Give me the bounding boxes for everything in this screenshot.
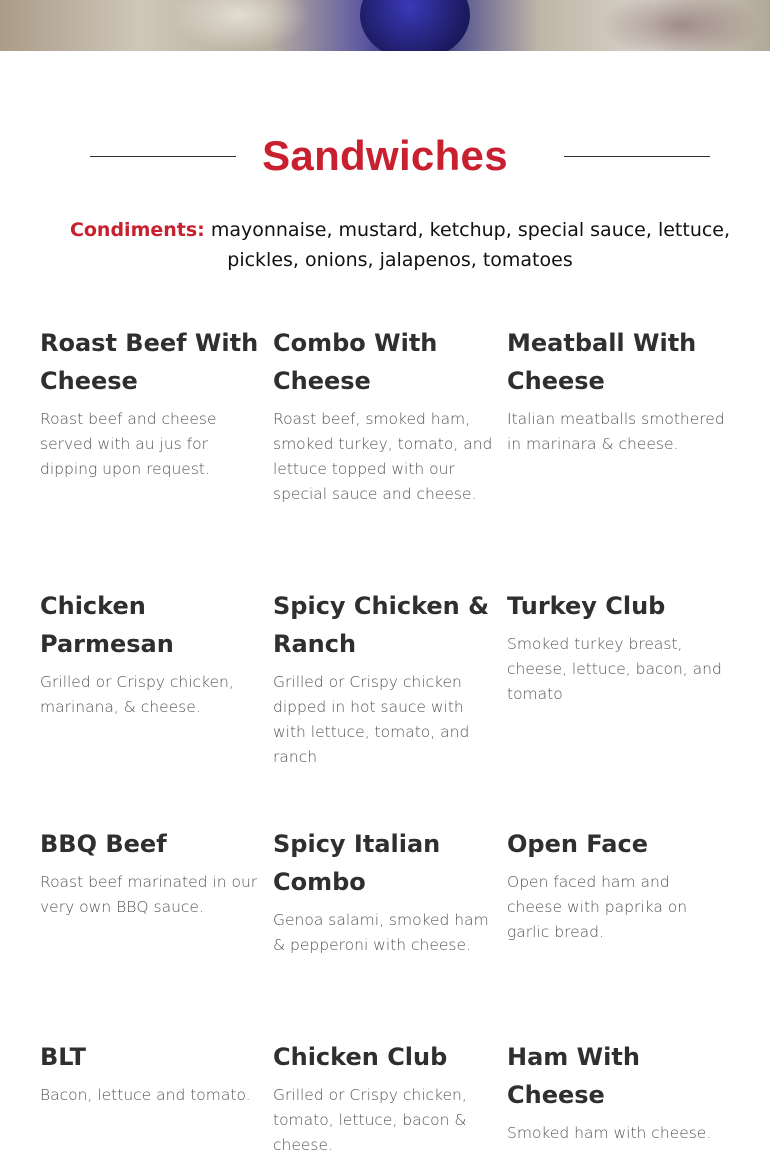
menu-item-name: Turkey Club: [507, 592, 666, 620]
menu-item-name: Ham With Cheese: [507, 1043, 640, 1109]
menu-item: [273, 324, 495, 507]
hero-image-drink: [360, 0, 470, 51]
menu-item: [40, 825, 262, 920]
menu-item-name: BBQ Beef: [40, 830, 167, 858]
hero-image-food: [600, 0, 760, 51]
condiments-label: Condiments:: [69, 219, 205, 241]
menu-item: [273, 1038, 495, 1158]
menu-item: [40, 587, 262, 720]
menu-item-description: Grilled or Crispy chicken, marinana, & cheese.: [40, 673, 234, 716]
menu-item-description: Open faced ham and cheese with paprika on garlic bread.: [507, 873, 688, 941]
menu-item-description: Grilled or Crispy chicken dipped in hot sauce with with lettuce, tomato, and ranch: [273, 673, 470, 766]
menu-item-name: Meatball With Cheese: [507, 329, 697, 395]
menu-item-name: BLT: [40, 1043, 86, 1071]
section-header: [0, 128, 770, 188]
menu-item-name: Chicken Club: [273, 1043, 448, 1071]
menu-item-description: Grilled or Crispy chicken, tomato, lettuce, bacon & cheese.: [273, 1086, 467, 1154]
menu-item-description: Roast beef and cheese served with au jus for dipping upon request.: [40, 410, 217, 478]
menu-item: [273, 825, 495, 958]
menu-item: [507, 324, 729, 457]
menu-item: [507, 1038, 729, 1146]
section-title: Sandwiches: [262, 132, 508, 179]
menu-item-description: Roast beef marinated in our very own BBQ sauce.: [40, 873, 258, 916]
menu-item-description: Italian meatballs smothered in marinara & cheese.: [507, 410, 725, 453]
condiments-line: [40, 215, 760, 275]
menu-item-name: Spicy Italian Combo: [273, 830, 441, 896]
menu-item-description: Genoa salami, smoked ham & pepperoni with cheese.: [273, 911, 489, 954]
condiments-list: mayonnaise, mustard, ketchup, special sauce, lettuce, pickles, onions, jalapenos, tomatoes: [210, 219, 731, 271]
menu-item-name: Combo With Cheese: [273, 329, 438, 395]
menu-item-name: Open Face: [507, 830, 648, 858]
menu-item: [40, 1038, 262, 1108]
menu-item-description: Smoked ham with cheese.: [507, 1124, 712, 1142]
menu-item-name: Spicy Chicken & Ranch: [273, 592, 490, 658]
title-rule-right: [564, 156, 710, 157]
menu-item: [273, 587, 495, 770]
menu-item: [507, 825, 729, 945]
menu-item-name: Roast Beef With Cheese: [40, 329, 259, 395]
hero-image-highlight: [170, 0, 310, 51]
hero-image: [0, 0, 770, 51]
menu-item: [40, 324, 262, 482]
menu-item-name: Chicken Parmesan: [40, 592, 174, 658]
menu-item-description: Smoked turkey breast, cheese, lettuce, bacon, and tomato: [507, 635, 722, 703]
menu-item: [507, 587, 729, 707]
menu-item-description: Roast beef, smoked ham, smoked turkey, tomato, and lettuce topped with our special sauce and cheese.: [273, 410, 493, 503]
menu-item-description: Bacon, lettuce and tomato.: [40, 1086, 251, 1104]
